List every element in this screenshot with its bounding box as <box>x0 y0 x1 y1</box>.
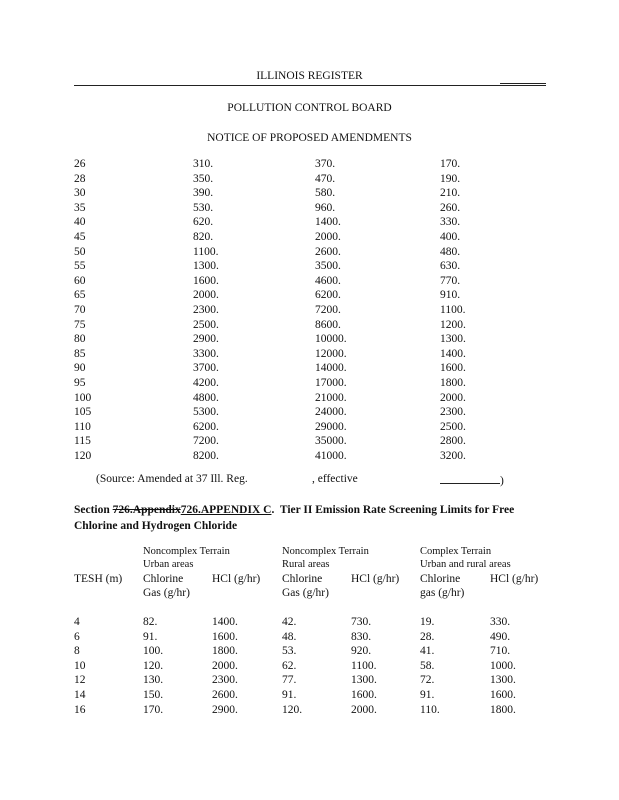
chlorine-header-1: Chlorine <box>143 573 184 585</box>
source-close <box>440 473 504 487</box>
table-cell: 4200. <box>193 377 219 389</box>
table-cell: 29000. <box>315 420 347 433</box>
source-text: (Source: Amended at 37 Ill. Reg. <box>96 473 248 485</box>
table-cell: 730. <box>351 616 372 628</box>
group1-title: Noncomplex Terrain <box>143 546 230 557</box>
table-cell: 4 <box>74 616 80 628</box>
table-cell: 30 <box>74 187 86 200</box>
section-title: Tier II Emission Rate Screening Limits for Free Chlorine and Hydrogen Chloride <box>74 504 515 532</box>
table-cell: 82. <box>143 616 158 628</box>
table-cell: 77. <box>282 674 297 687</box>
table-cell: 3300. <box>193 347 219 360</box>
table-cell: 910. <box>440 289 461 302</box>
table-cell: 19. <box>420 616 435 628</box>
table-cell: 75 <box>74 318 86 331</box>
table-cell: 400. <box>440 231 461 243</box>
table-cell: 55 <box>74 260 86 273</box>
table-row <box>0 158 619 172</box>
tesh-header: TESH (m) <box>74 573 123 585</box>
section-heading: Section 726.Appendix726.APPENDIX C. Tier II Emission Rate Screening Limits for Free Chlorine and Hydrogen Chloride <box>74 504 515 532</box>
table-cell: 7200. <box>315 304 341 316</box>
table-cell: 710. <box>490 645 511 658</box>
section-prefix: Section <box>74 504 110 516</box>
table-cell: 190. <box>440 172 461 185</box>
table-cell: 21000. <box>315 391 347 404</box>
table-cell: 60 <box>74 274 86 287</box>
table-cell: 1800. <box>490 703 516 716</box>
table-cell: 42. <box>282 616 297 628</box>
table-row <box>0 304 619 318</box>
table-cell: 260. <box>440 201 461 214</box>
table-cell: 100. <box>143 645 164 658</box>
table-row <box>0 173 619 187</box>
table-cell: 8 <box>74 645 80 658</box>
table-cell: 3500. <box>315 260 341 273</box>
table-cell: 1100. <box>351 659 377 672</box>
board-title: POLLUTION CONTROL BOARD <box>227 102 392 114</box>
table-cell: 2300. <box>440 406 466 419</box>
table-cell: 45 <box>74 231 86 243</box>
table-cell: 1300. <box>193 260 219 273</box>
table-cell: 1600. <box>440 362 466 375</box>
table-cell: 3200. <box>440 450 466 462</box>
table-cell: 390. <box>193 187 214 200</box>
table-cell: 62. <box>282 659 297 672</box>
table-row <box>0 435 619 449</box>
table-row <box>0 231 619 245</box>
table-cell: 91. <box>282 689 297 701</box>
table-cell: 85 <box>74 347 86 360</box>
table-row <box>0 645 619 659</box>
table-row <box>0 260 619 274</box>
table-cell: 91. <box>420 689 435 701</box>
table-cell: 2300. <box>212 674 238 687</box>
table-cell: 2500. <box>193 318 219 331</box>
table-cell: 8600. <box>315 318 341 331</box>
notice-title: NOTICE OF PROPOSED AMENDMENTS <box>207 132 412 144</box>
table-row <box>0 246 619 260</box>
table-row <box>0 631 619 645</box>
table-cell: 330. <box>490 616 511 628</box>
table-cell: 12000. <box>315 347 347 360</box>
table-cell: 310. <box>193 158 214 170</box>
table-cell: 1100. <box>440 304 466 316</box>
group1-header <box>143 545 230 571</box>
hcl-header-1: HCl (g/hr) <box>212 573 261 585</box>
table-cell: 8200. <box>193 450 219 462</box>
table-cell: 48. <box>282 630 297 643</box>
table-cell: 72. <box>420 674 435 687</box>
table-cell: 620. <box>193 216 214 229</box>
source-effective-text: , effective <box>312 473 358 485</box>
table-cell: 17000. <box>315 377 347 389</box>
register-title: ILLINOIS REGISTER <box>256 70 363 82</box>
table-cell: 1300. <box>351 674 377 687</box>
table-cell: 28. <box>420 630 435 643</box>
table-cell: 2000. <box>212 659 238 672</box>
table-cell: 2000. <box>440 391 466 404</box>
table-cell: 6200. <box>193 420 219 433</box>
table-cell: 100 <box>74 391 92 404</box>
table-cell: 820. <box>193 231 214 243</box>
table-cell: 1600. <box>193 274 219 287</box>
table-row <box>0 689 619 703</box>
table-cell: 110 <box>74 420 91 433</box>
table-cell: 2000. <box>351 703 377 716</box>
table-cell: 2300. <box>193 304 219 316</box>
group2-header <box>282 545 369 571</box>
table-cell: 2000. <box>193 289 219 302</box>
table-cell: 2900. <box>193 333 219 346</box>
table-cell: 2600. <box>212 689 238 701</box>
table-cell: 2600. <box>315 245 341 258</box>
section-struck: 726.Appendix <box>112 504 181 516</box>
table-cell: 1600. <box>351 689 377 701</box>
table-cell: 41000. <box>315 450 347 462</box>
table-cell: 14000. <box>315 362 347 375</box>
table-cell: 830. <box>351 630 372 643</box>
table-cell: 58. <box>420 659 435 672</box>
table-cell: 130. <box>143 674 164 687</box>
table-cell: 150. <box>143 689 164 701</box>
table-cell: 24000. <box>315 406 347 419</box>
table-row <box>0 421 619 435</box>
effective-blank <box>440 473 500 484</box>
table-cell: 10 <box>74 659 86 672</box>
table-row <box>0 333 619 347</box>
table-row <box>0 362 619 376</box>
table-cell: 630. <box>440 260 461 273</box>
table-cell: 1400. <box>315 216 341 229</box>
table-row <box>0 660 619 674</box>
table-cell: 12 <box>74 674 86 687</box>
table-row <box>0 202 619 216</box>
group3-header <box>420 545 511 571</box>
chlorine-header-3: Chlorine <box>420 573 461 585</box>
table-cell: 120. <box>143 659 164 672</box>
table-row <box>0 616 619 630</box>
table-cell: 170. <box>440 158 461 170</box>
table-cell: 1100. <box>193 245 219 258</box>
table-cell: 105 <box>74 406 92 419</box>
table-cell: 1200. <box>440 318 466 331</box>
group3-sub: Urban and rural areas <box>420 559 511 570</box>
table-cell: 70 <box>74 304 86 316</box>
table-cell: 170. <box>143 703 164 716</box>
table-cell: 330. <box>440 216 461 229</box>
table-cell: 1300. <box>490 674 516 687</box>
group1-sub: Urban areas <box>143 559 194 570</box>
table-cell: 10000. <box>315 333 347 346</box>
table-cell: 7200. <box>193 435 219 448</box>
table-cell: 41. <box>420 645 435 658</box>
table-cell: 350. <box>193 172 214 185</box>
table-cell: 4600. <box>315 274 341 287</box>
table-cell: 115 <box>74 435 91 448</box>
table-cell: 210. <box>440 187 461 200</box>
table-cell: 490. <box>490 630 511 643</box>
table-cell: 1300. <box>440 333 466 346</box>
table-cell: 530. <box>193 201 214 214</box>
table-cell: 35000. <box>315 435 347 448</box>
table-cell: 6200. <box>315 289 341 302</box>
table-row <box>0 704 619 718</box>
table-row <box>0 450 619 464</box>
source-close-paren: ) <box>500 475 504 487</box>
table-cell: 80 <box>74 333 86 346</box>
gas-header-2: Gas (g/hr) <box>282 587 329 599</box>
table-cell: 1600. <box>490 689 516 701</box>
source-effective <box>312 473 358 485</box>
table-cell: 920. <box>351 645 372 658</box>
source-note <box>96 473 248 485</box>
table-cell: 120 <box>74 450 92 462</box>
group3-title: Complex Terrain <box>420 546 492 557</box>
table-cell: 40 <box>74 216 86 229</box>
table-cell: 1400. <box>440 347 466 360</box>
group2-sub: Rural areas <box>282 559 330 570</box>
section-underlined: 726.APPENDIX C <box>180 504 272 516</box>
gas-header-3: gas (g/hr) <box>420 587 465 599</box>
table-cell: 470. <box>315 172 336 185</box>
table-cell: 1400. <box>212 616 238 628</box>
table-cell: 3700. <box>193 362 219 375</box>
table-row <box>0 275 619 289</box>
table-cell: 90 <box>74 362 86 375</box>
table-cell: 28 <box>74 172 86 185</box>
table-row <box>0 674 619 688</box>
table-cell: 1600. <box>212 630 238 643</box>
table-cell: 26 <box>74 158 86 170</box>
table-cell: 580. <box>315 187 336 200</box>
table-cell: 65 <box>74 289 86 302</box>
chlorine-header-2: Chlorine <box>282 573 323 585</box>
table-row <box>0 377 619 391</box>
table-cell: 2800. <box>440 435 466 448</box>
table-row <box>0 187 619 201</box>
gas-header-1: Gas (g/hr) <box>143 587 190 599</box>
table-cell: 16 <box>74 703 86 716</box>
table-cell: 95 <box>74 377 86 389</box>
table-row <box>0 406 619 420</box>
table-cell: 1000. <box>490 659 516 672</box>
table-cell: 53. <box>282 645 297 658</box>
group2-title: Noncomplex Terrain <box>282 546 369 557</box>
table-row <box>0 319 619 333</box>
hcl-header-3: HCl (g/hr) <box>490 573 539 585</box>
table-cell: 91. <box>143 630 158 643</box>
header-rule <box>74 85 546 86</box>
table-row <box>0 392 619 406</box>
table-cell: 960. <box>315 201 336 214</box>
table-cell: 2000. <box>315 231 341 243</box>
table-cell: 14 <box>74 689 86 701</box>
table-cell: 6 <box>74 630 80 643</box>
table-cell: 1800. <box>440 377 466 389</box>
table-cell: 2500. <box>440 420 466 433</box>
table-cell: 480. <box>440 245 461 258</box>
table-cell: 370. <box>315 158 336 170</box>
table-row <box>0 289 619 303</box>
table-cell: 50 <box>74 245 86 258</box>
table-cell: 2900. <box>212 703 238 716</box>
table-cell: 35 <box>74 201 86 214</box>
table-cell: 110. <box>420 703 440 716</box>
table-cell: 4800. <box>193 391 219 404</box>
table-cell: 5300. <box>193 406 219 419</box>
hcl-header-2: HCl (g/hr) <box>351 573 400 585</box>
table-cell: 770. <box>440 274 461 287</box>
table-row <box>0 216 619 230</box>
table-cell: 1800. <box>212 645 238 658</box>
table-row <box>0 348 619 362</box>
table-cell: 120. <box>282 703 303 716</box>
header-rule-right <box>500 83 546 84</box>
